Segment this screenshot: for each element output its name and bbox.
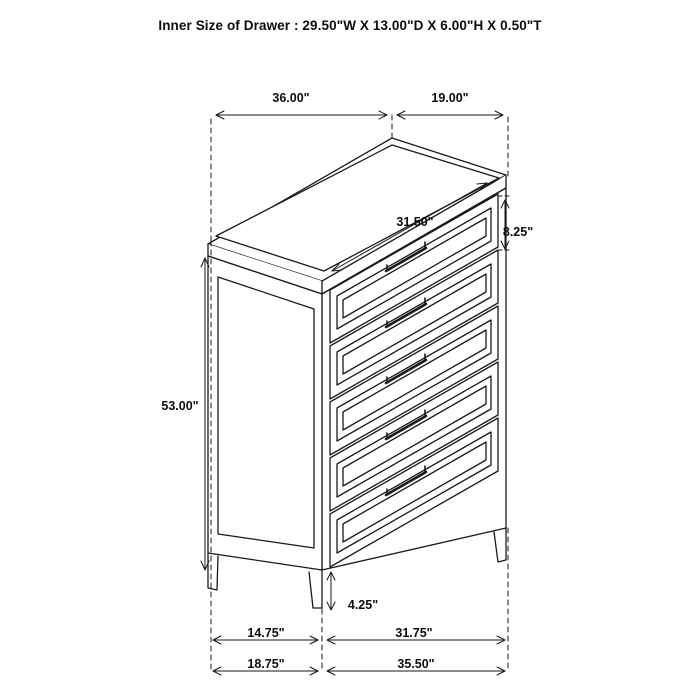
dimension-label-top-depth: 19.00" <box>431 91 469 105</box>
dimension-label-leg-height: 4.25" <box>347 598 379 612</box>
dimension-label-front-width: 35.50" <box>397 657 435 671</box>
dimension-label-top-width: 36.00" <box>272 91 310 105</box>
page-title: Inner Size of Drawer : 29.50"W X 13.00"D X 6.00"H X 0.50"T <box>158 18 542 33</box>
dimension-label-overall-height: 53.00" <box>161 399 199 413</box>
dimension-label-side-lower-depth: 14.75" <box>247 626 285 640</box>
dimension-label-side-depth: 18.75" <box>247 657 285 671</box>
dimension-label-drawer-width: 31.50" <box>396 215 434 229</box>
dimension-label-drawer-height: 8.25" <box>502 225 534 239</box>
dimension-label-front-lower-width: 31.75" <box>395 626 433 640</box>
